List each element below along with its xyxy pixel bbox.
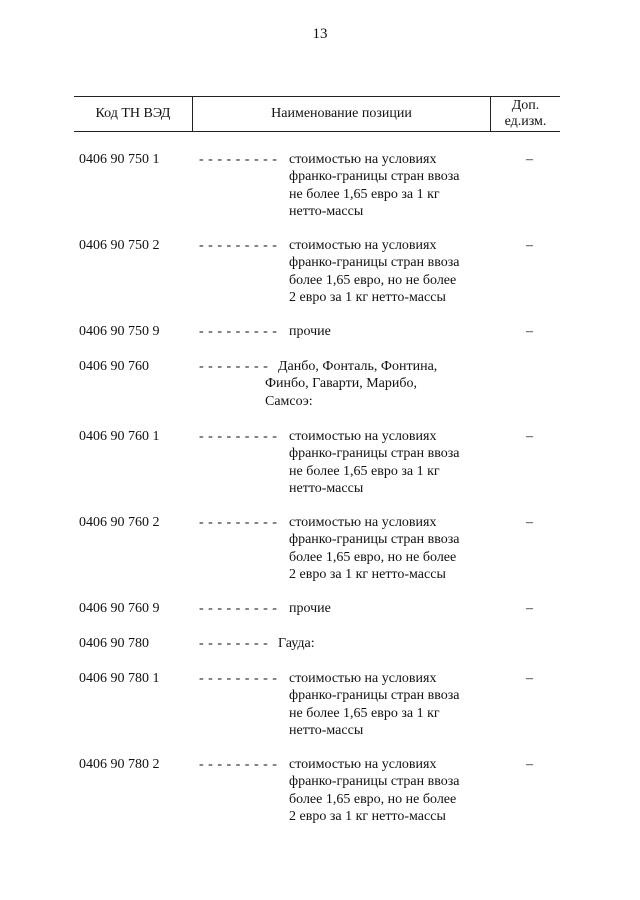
tn-ved-code: 0406 90 750 9 (79, 324, 160, 339)
position-name (289, 323, 489, 340)
tn-ved-code: 0406 90 760 (79, 359, 149, 374)
position-name-line: более 1,65 евро, но не более (289, 549, 457, 565)
indent-dashes: - - - - - - - - - (199, 238, 278, 253)
position-name-line: стоимостью на условиях (289, 429, 437, 444)
position-name (289, 514, 489, 584)
position-name-line: не более 1,65 евро за 1 кг (289, 705, 440, 721)
position-name-line: стоимостью на условиях (289, 515, 437, 530)
position-name-line: стоимостью на условиях (289, 152, 437, 167)
position-name (289, 600, 489, 617)
indent-dashes: - - - - - - - - (199, 636, 269, 651)
tn-ved-code: 0406 90 780 1 (79, 671, 160, 686)
position-name-line: прочие (289, 324, 331, 339)
header-code: Код ТН ВЭД (95, 106, 171, 121)
indent-dashes: - - - - - - - - - (199, 152, 278, 167)
additional-unit: – (526, 429, 533, 444)
position-name-line: 2 евро за 1 кг нетто-массы (289, 567, 446, 583)
indent-dashes: - - - - - - - - - (199, 671, 278, 686)
position-name-line: нетто-массы (289, 204, 364, 220)
table-header-bottom-rule (74, 131, 560, 132)
page-number: 13 (312, 26, 328, 42)
position-name-line: более 1,65 евро, но не более (289, 272, 457, 288)
indent-dashes: - - - - - - - - - (199, 429, 278, 444)
header-unit-line1: Доп. (511, 98, 540, 113)
position-name-line: франко-границы стран ввоза (289, 169, 460, 185)
position-name-line: прочие (289, 601, 331, 616)
tn-ved-code: 0406 90 760 2 (79, 515, 160, 530)
tn-ved-code: 0406 90 780 2 (79, 757, 160, 772)
additional-unit: – (526, 671, 533, 686)
tn-ved-code: 0406 90 760 1 (79, 429, 160, 444)
position-name-line: франко-границы стран ввоза (289, 446, 460, 462)
position-name (265, 358, 478, 410)
indent-dashes: - - - - - - - - - (199, 515, 278, 530)
header-unit-line2: ед.изм. (504, 114, 547, 129)
additional-unit: – (526, 757, 533, 772)
position-name-line: нетто-массы (289, 481, 364, 497)
header-name: Наименование позиции (271, 106, 412, 121)
additional-unit: – (526, 152, 533, 167)
position-name-line: 2 евро за 1 кг нетто-массы (289, 290, 446, 306)
position-name-line: Гауда: (278, 636, 315, 651)
tn-ved-code: 0406 90 760 9 (79, 601, 160, 616)
tn-ved-code: 0406 90 750 1 (79, 152, 160, 167)
position-name-line: франко-границы стран ввоза (289, 688, 460, 704)
position-name-line: не более 1,65 евро за 1 кг (289, 186, 440, 202)
position-name-line: Финбо, Гаварти, Марибо, (265, 376, 417, 392)
additional-unit: – (526, 515, 533, 530)
tn-ved-code: 0406 90 750 2 (79, 238, 160, 253)
header-unit (491, 98, 560, 130)
position-name (278, 635, 478, 652)
position-name-line: Самсоэ: (265, 393, 313, 409)
indent-dashes: - - - - - - - - - (199, 324, 278, 339)
additional-unit: – (526, 324, 533, 339)
position-name-line: нетто-массы (289, 723, 364, 739)
position-name (289, 670, 489, 740)
table-header-top-rule (74, 96, 560, 97)
indent-dashes: - - - - - - - - (199, 359, 269, 374)
position-name-line: более 1,65 евро, но не более (289, 791, 457, 807)
position-name-line: франко-границы стран ввоза (289, 255, 460, 271)
position-name-line: не более 1,65 евро за 1 кг (289, 463, 440, 479)
indent-dashes: - - - - - - - - - (199, 601, 278, 616)
position-name (289, 237, 489, 307)
position-name-line: стоимостью на условиях (289, 238, 437, 253)
additional-unit: – (526, 601, 533, 616)
position-name-line: Данбо, Фонталь, Фонтина, (278, 359, 438, 374)
indent-dashes: - - - - - - - - - (199, 757, 278, 772)
position-name-line: франко-границы стран ввоза (289, 532, 460, 548)
position-name (289, 428, 489, 498)
tn-ved-code: 0406 90 780 (79, 636, 149, 651)
position-name-line: стоимостью на условиях (289, 757, 437, 772)
position-name-line: франко-границы стран ввоза (289, 774, 460, 790)
position-name-line: 2 евро за 1 кг нетто-массы (289, 809, 446, 825)
position-name-line: стоимостью на условиях (289, 671, 437, 686)
position-name (289, 756, 489, 826)
position-name (289, 151, 489, 221)
additional-unit: – (526, 238, 533, 253)
